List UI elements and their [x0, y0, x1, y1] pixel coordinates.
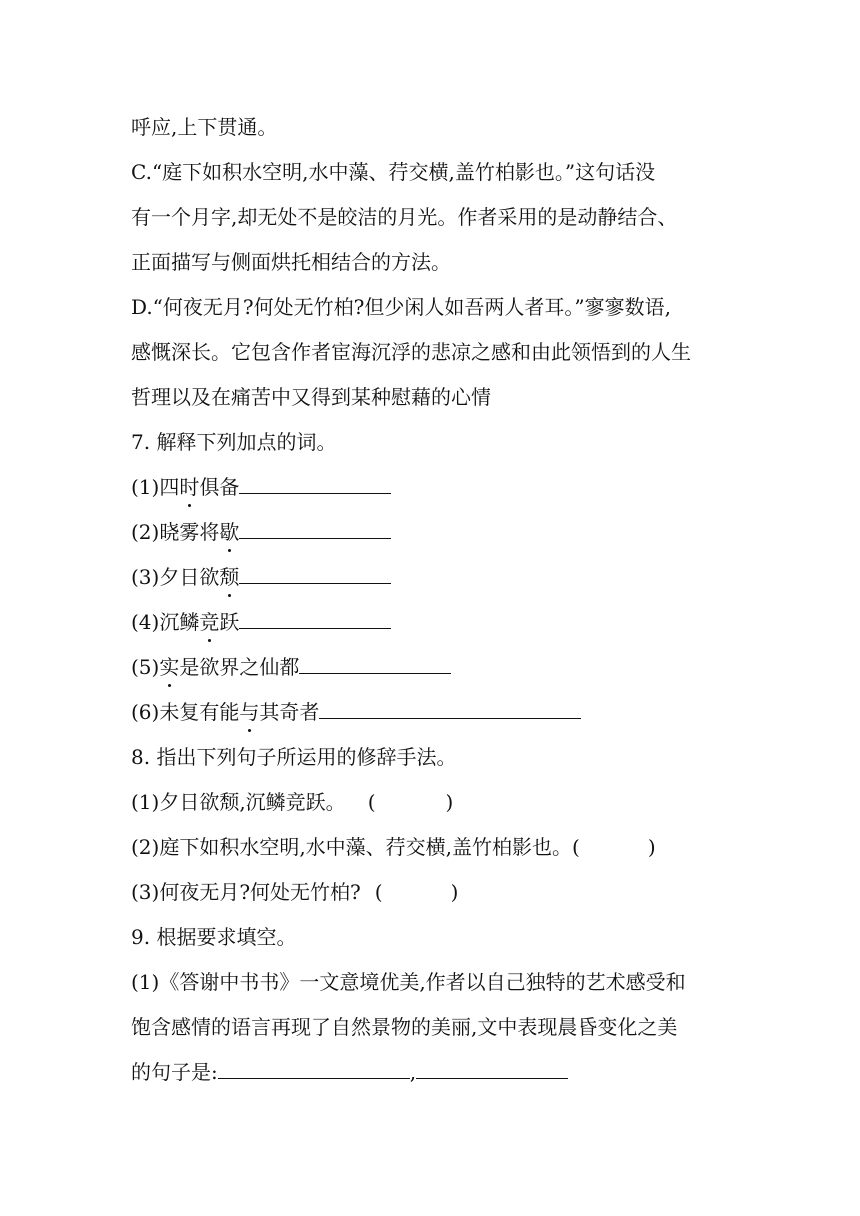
answer-space[interactable] — [376, 789, 446, 809]
dotted-char: 实 — [159, 655, 180, 679]
dotted-char: 歇 — [219, 520, 240, 544]
option-c-line-1: C.“庭下如积水空明,水中藻、荇交横,盖竹柏影也。”这句话没 — [131, 160, 656, 184]
paren-close: ) — [450, 880, 459, 904]
option-c-line-3: 正面描写与侧面烘托相结合的方法。 — [131, 250, 451, 274]
q7-item-1 — [131, 473, 391, 501]
option-d-line-2: 感慨深长。它包含作者宦海沉浮的悲凉之感和由此领悟到的人生 — [131, 340, 691, 364]
q8-item-text: (3)何夜无月?何处无竹柏? — [131, 880, 361, 904]
answer-blank[interactable] — [239, 518, 391, 539]
q8-item-text: (2)庭下如积水空明,水中藻、荇交横,盖竹柏影也。 — [131, 835, 573, 859]
q7-item-text: 俱备 — [199, 475, 240, 499]
dotted-char: 颓 — [219, 565, 240, 589]
answer-blank[interactable] — [299, 653, 451, 674]
q7-item-text: (6)未复有能 — [131, 700, 240, 724]
text-line: 呼应,上下贯通。 — [131, 115, 278, 139]
q7-item-3 — [131, 563, 391, 591]
question-8-title: 8. 指出下列句子所运用的修辞手法。 — [131, 745, 457, 769]
q8-item-text: (1)夕日欲颓,沉鳞竞跃。 — [131, 790, 346, 814]
option-d-line-3: 哲理以及在痛苦中又得到某种慰藉的心情 — [131, 385, 491, 409]
q7-item-text: (5) — [131, 655, 160, 679]
q7-item-text: (4)沉鳞 — [131, 610, 200, 634]
q7-item-text: 是欲界之仙都 — [179, 655, 300, 679]
q9-separator: , — [409, 1060, 417, 1084]
q9-paragraph-line-3 — [131, 1058, 568, 1086]
answer-blank[interactable] — [239, 563, 391, 584]
q7-item-6 — [131, 698, 581, 726]
answer-blank[interactable] — [239, 473, 391, 494]
dotted-char: 竞 — [199, 610, 220, 634]
dotted-char: 时 — [179, 475, 200, 499]
answer-space[interactable] — [383, 879, 451, 899]
question-9-title: 9. 根据要求填空。 — [131, 925, 297, 949]
paren-close: ) — [647, 835, 656, 859]
q7-item-4 — [131, 608, 391, 636]
option-c-line-2: 有一个月字,却无处不是皎洁的月光。作者采用的是动静结合、 — [131, 205, 678, 229]
answer-blank[interactable] — [218, 1058, 410, 1079]
q7-item-2 — [131, 518, 391, 546]
q9-paragraph-line-1: (1)《答谢中书书》一文意境优美,作者以自己独特的艺术感受和 — [131, 970, 686, 994]
q7-item-text: 跃 — [219, 610, 240, 634]
q7-item-text: 其奇者 — [259, 700, 320, 724]
q8-item-1 — [131, 788, 453, 816]
dotted-char: 与 — [239, 700, 260, 724]
answer-blank[interactable] — [416, 1058, 568, 1079]
paren-open: ( — [374, 880, 383, 904]
answer-blank[interactable] — [239, 608, 391, 629]
q8-item-3 — [131, 878, 458, 906]
answer-space[interactable] — [580, 834, 648, 854]
question-7-title: 7. 解释下列加点的词。 — [131, 430, 337, 454]
q7-item-text: (1)四 — [131, 475, 180, 499]
answer-blank[interactable] — [319, 698, 581, 719]
paren-close: ) — [445, 790, 454, 814]
q7-item-text: (3)夕日欲 — [131, 565, 220, 589]
paren-open: ( — [572, 835, 580, 859]
option-d-line-1: D.“何夜无月?何处无竹柏?但少闲人如吾两人者耳。”寥寥数语, — [131, 295, 671, 319]
q7-item-text: (2)晓雾将 — [131, 520, 220, 544]
q7-item-5 — [131, 653, 451, 681]
q8-item-2 — [131, 833, 656, 861]
q9-prefix: 的句子是: — [131, 1060, 218, 1084]
paren-open: ( — [367, 790, 376, 814]
q9-paragraph-line-2: 饱含感情的语言再现了自然景物的美丽,文中表现晨昏变化之美 — [131, 1015, 678, 1039]
